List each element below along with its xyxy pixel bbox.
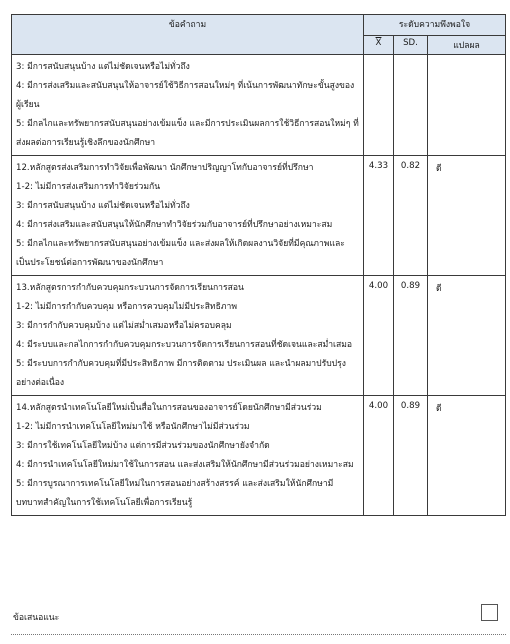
interpretation-column-header: แปลผล xyxy=(428,36,506,55)
question-cell xyxy=(12,396,364,516)
question-cell xyxy=(12,156,364,276)
question-line: 3: มีการกำกับควบคุมบ้าง แต่ไม่สม่ำเสมอหรือไม่ครอบคลุม xyxy=(16,321,232,331)
satisfaction-table xyxy=(11,14,506,516)
survey-table-container xyxy=(11,14,506,516)
question-line: 5: มีระบบการกำกับควบคุมที่มีประสิทธิภาพ มีการติดตาม ประเมินผล และนำผลมาปรับปรุงอย่างต่อเนื่อง xyxy=(16,359,346,388)
question-line: 4: มีการส่งเสริมและสนับสนุนให้นักศึกษาทำวิจัยร่วมกับอาจารย์ที่ปรึกษาอย่างเหมาะสม xyxy=(16,220,333,230)
question-line: 3: มีการสนับสนุนบ้าง แต่ไม่ชัดเจนหรือไม่ทั่วถึง xyxy=(16,201,190,211)
sd-column-header: SD. xyxy=(394,36,428,55)
mean-cell xyxy=(364,55,394,156)
question-line: 4: มีการส่งเสริมและสนับสนุนให้อาจารย์ใช้วิธีการสอนใหม่ๆ ที่เน้นการพัฒนาทักษะขั้นสูงของผู้เรียน xyxy=(16,81,355,110)
mean-column-header xyxy=(364,36,394,55)
suggestion-label: ข้อเสนอแนะ xyxy=(13,613,60,623)
question-line: 4: มีระบบและกลไกการกำกับควบคุมกระบวนการจัดการเรียนการสอนที่ชัดเจนและสม่ำเสมอ xyxy=(16,340,353,350)
question-line: 5: มีกลไกและทรัพยากรสนับสนุนอย่างเข้มแข็ง และมีการประเมินผลการใช้วิธีการสอนใหม่ๆ ที่ส่งผลต่อการเรียนรู้เชิงลึกของนักศึกษา xyxy=(16,119,359,148)
question-line: 5: มีกลไกและทรัพยากรสนับสนุนอย่างเข้มแข็ง และส่งผลให้เกิดผลงานวิจัยที่มีคุณภาพและเป็นประโยชน์ต่อการพัฒนาของนักศึกษา xyxy=(16,239,345,268)
question-column-header: ข้อคำถาม xyxy=(12,15,364,55)
suggestion-dotted-line xyxy=(11,634,506,635)
question-line: 1-2: ไม่มีการนำเทคโนโลยีใหม่มาใช้ หรือนักศึกษาไม่มีส่วนร่วม xyxy=(16,422,250,432)
question-cell xyxy=(12,276,364,396)
interpretation-cell: ดี xyxy=(428,396,506,516)
table-row xyxy=(12,156,506,276)
sd-cell: 0.82 xyxy=(394,156,428,276)
table-row xyxy=(12,396,506,516)
mean-cell: 4.33 xyxy=(364,156,394,276)
question-line: 3: มีการใช้เทคโนโลยีใหม่บ้าง แต่การมีส่วนร่วมของนักศึกษายังจำกัด xyxy=(16,441,270,451)
question-line: 5: มีการบูรณาการเทคโนโลยีใหม่ในการสอนอย่างสร้างสรรค์ และส่งเสริมให้นักศึกษามีบทบาทสำคัญในการใช้เทคโนโลยีเพื่อการเรียนรู้ xyxy=(16,479,334,508)
question-cell xyxy=(12,55,364,156)
mean-symbol: $\overline{X}$ xyxy=(375,38,382,48)
table-body xyxy=(12,55,506,516)
sd-cell xyxy=(394,55,428,156)
sd-cell: 0.89 xyxy=(394,276,428,396)
table-row xyxy=(12,276,506,396)
question-line: 1-2: ไม่มีการส่งเสริมการทำวิจัยร่วมกัน xyxy=(16,182,161,192)
interpretation-cell: ดี xyxy=(428,276,506,396)
question-line: 4: มีการนำเทคโนโลยีใหม่มาใช้ในการสอน และส่งเสริมให้นักศึกษามีส่วนร่วมอย่างเหมาะสม xyxy=(16,460,354,470)
question-line: 14.หลักสูตรนำเทคโนโลยีใหม่เป็นสื่อในการสอนของอาจารย์โดยนักศึกษามีส่วนร่วม xyxy=(16,403,322,413)
interpretation-cell: ดี xyxy=(428,156,506,276)
question-line: 13.หลักสูตรการกำกับควบคุมกระบวนการจัดการเรียนการสอน xyxy=(16,283,244,293)
mean-cell: 4.00 xyxy=(364,276,394,396)
question-line: 3: มีการสนับสนุนบ้าง แต่ไม่ชัดเจนหรือไม่ทั่วถึง xyxy=(16,62,190,72)
question-line: 12.หลักสูตรส่งเสริมการทำวิจัยเพื่อพัฒนา นักศึกษาปริญญาโทกับอาจารย์ที่ปรึกษา xyxy=(16,163,314,173)
interpretation-cell xyxy=(428,55,506,156)
satisfaction-level-header: ระดับความพึงพอใจ xyxy=(364,15,506,36)
sd-cell: 0.89 xyxy=(394,396,428,516)
question-line: 1-2: ไม่มีการกำกับควบคุม หรือการควบคุมไม่มีประสิทธิภาพ xyxy=(16,302,237,312)
suggestion-checkbox[interactable] xyxy=(481,604,498,621)
table-row xyxy=(12,55,506,156)
mean-cell: 4.00 xyxy=(364,396,394,516)
